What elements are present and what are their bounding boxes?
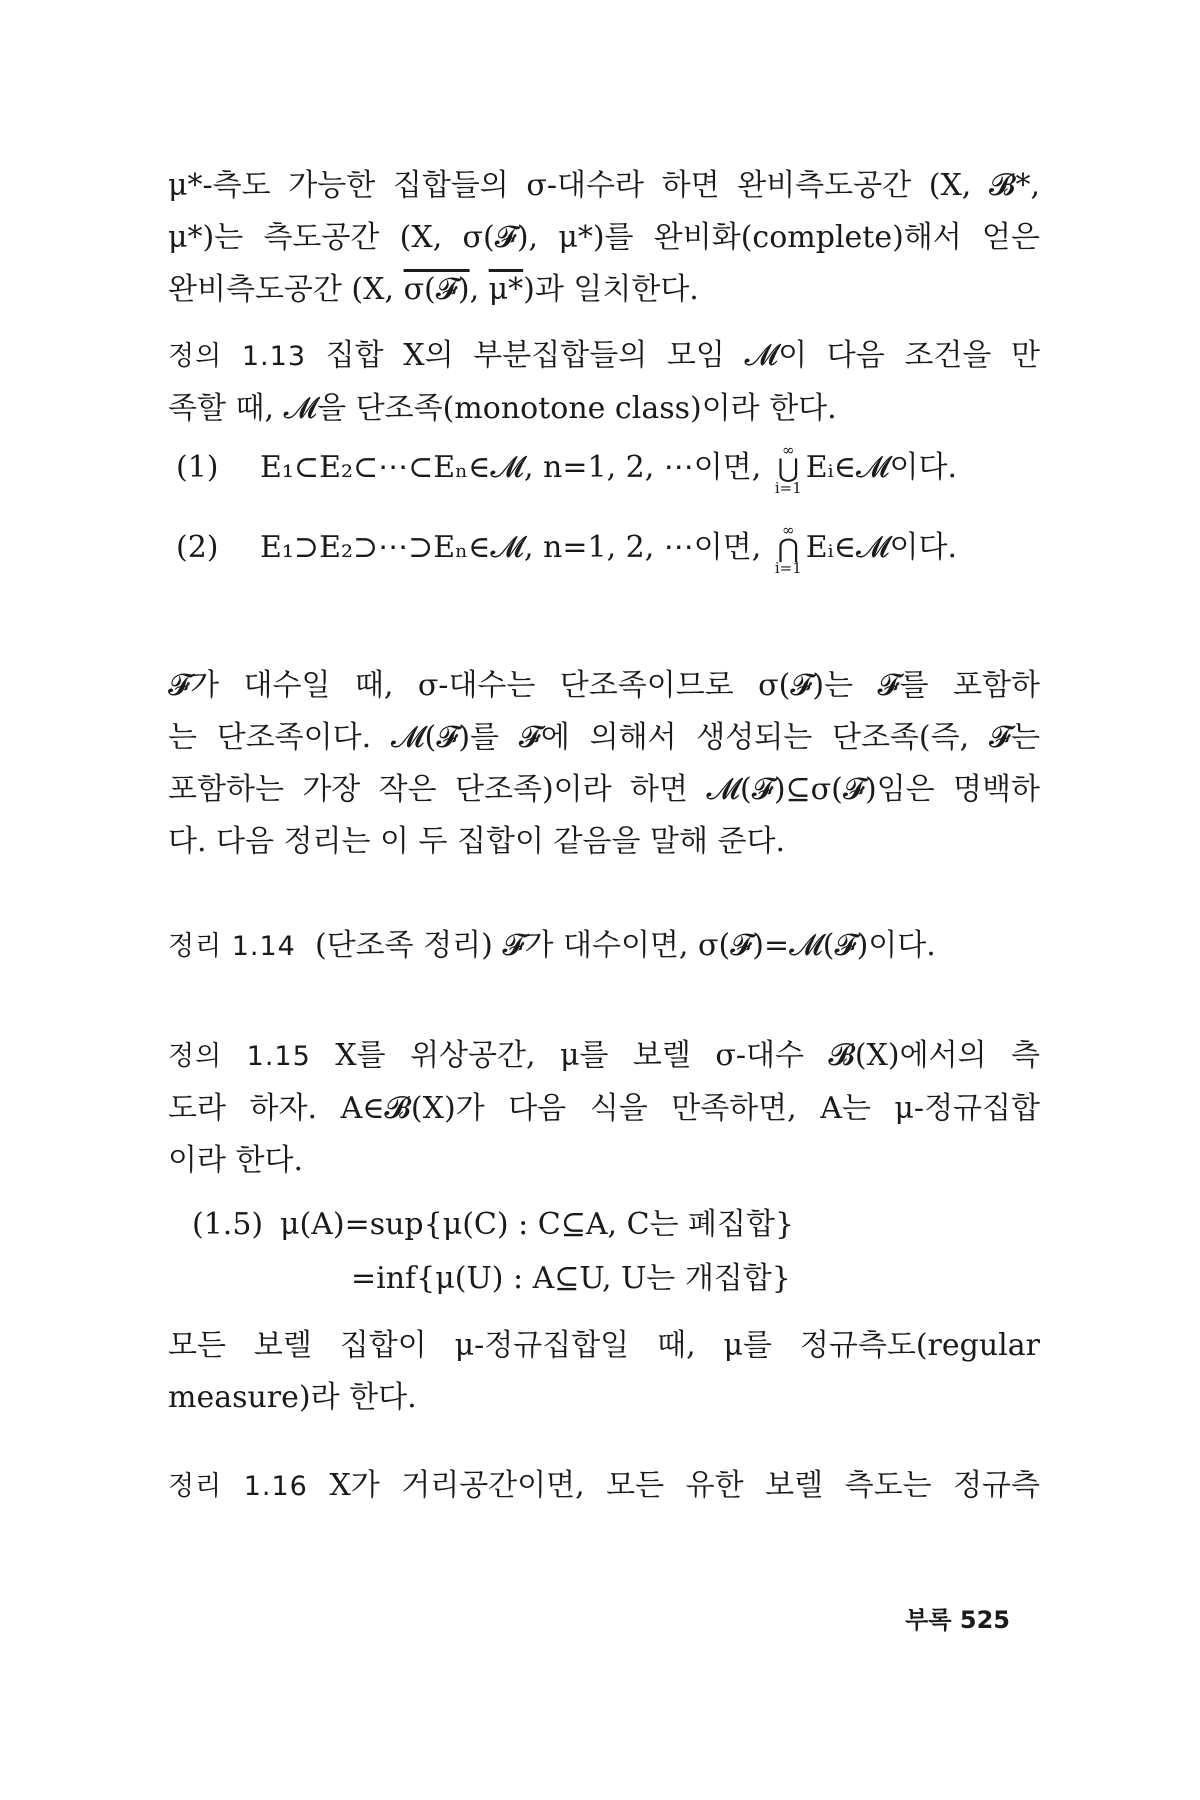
equation-1-5-sup: μ(A)=sup{μ(C) : C⊆A, C는 폐집합} <box>280 1207 795 1242</box>
def-1-13-text-1: 집합 X의 부분집합들의 모임 𝓜이 다음 조건을 만 <box>325 338 1040 373</box>
equation-1-5-line-1 <box>192 1200 794 1250</box>
thm-1-16-heading: 정리 1.16 <box>168 1471 308 1502</box>
thm-1-14-text: (단조족 정리) 𝓕가 대수이면, σ(𝓕)=𝓜(𝓕)이다. <box>314 928 936 963</box>
intro-line-3-post: )과 일치한다. <box>523 272 699 307</box>
page-number: 부록 525 <box>905 1606 1010 1634</box>
condition-2 <box>176 520 1048 576</box>
intro-line-2: μ*)는 측도공간 (X, σ(𝓕), μ*)를 완비화(complete)해서 얻은 <box>168 220 1040 255</box>
intro-line-1: μ*-측도 가능한 집합들의 σ-대수라 하면 완비측도공간 (X, 𝓑*, <box>168 168 1040 203</box>
thm-1-14-heading: 정리 1.14 <box>168 931 296 962</box>
union-operator <box>775 442 802 496</box>
condition-2-conclusion: Eᵢ∈𝓜이다. <box>805 530 958 565</box>
def-1-15-text-1: X를 위상공간, μ를 보렐 σ-대수 𝓑(X)에서의 측 <box>335 1038 1040 1073</box>
condition-1-premise: E₁⊂E₂⊂⋯⊂Eₙ∈𝓜, n=1, 2, ⋯이면, <box>260 450 762 485</box>
def-1-15-line-3: 이라 한다. <box>168 1143 303 1178</box>
condition-1 <box>176 440 1048 496</box>
para3-line-2: measure)라 한다. <box>168 1380 417 1415</box>
equation-1-5-line-2 <box>351 1254 791 1304</box>
def-1-15-line-1 <box>168 1030 1040 1083</box>
condition-2-label: (2) <box>176 530 219 565</box>
theorem-1-16 <box>168 1460 1040 1513</box>
def-1-15-line-2: 도라 하자. A∈𝓑(X)가 다음 식을 만족하면, A는 μ-정규집합 <box>168 1091 1040 1126</box>
intro-line-3 <box>168 264 1040 316</box>
definition-1-13 <box>168 330 1040 435</box>
def-1-13-line-2: 족할 때, 𝓜을 단조족(monotone class)이라 한다. <box>168 391 837 426</box>
def-1-13-line-1 <box>168 330 1040 383</box>
union-lower-limit: i=1 <box>774 479 802 497</box>
intro-line-3-mid: , <box>469 272 489 307</box>
equation-1-5-inf: =inf{μ(U) : A⊆U, U는 개집합} <box>351 1261 791 1296</box>
intro-line-3-pre: 완비측도공간 (X, <box>168 272 404 307</box>
regular-measure-paragraph <box>168 1320 1040 1424</box>
sigma-f-overline: σ(𝓕) <box>403 272 470 307</box>
intersection-upper-limit: ∞ <box>782 521 795 539</box>
para3-line-1: 모든 보렐 집합이 μ-정규집합일 때, μ를 정규측도(regular <box>168 1328 1040 1363</box>
mu-star-overline: μ* <box>488 272 524 307</box>
condition-2-premise: E₁⊃E₂⊃⋯⊃Eₙ∈𝓜, n=1, 2, ⋯이면, <box>260 530 762 565</box>
para2-line-2: 는 단조족이다. 𝓜(𝓕)를 𝓕에 의해서 생성되는 단조족(즉, 𝓕는 <box>168 720 1040 755</box>
thm-1-14-line <box>168 920 1040 973</box>
intersection-operator <box>775 522 802 576</box>
union-symbol: ⋃ <box>777 454 799 484</box>
condition-1-conclusion: Eᵢ∈𝓜이다. <box>805 450 958 485</box>
def-1-13-heading: 정의 1.13 <box>168 341 306 372</box>
para2-line-4: 다. 다음 정리는 이 두 집합이 같음을 말해 준다. <box>168 824 786 859</box>
intersection-lower-limit: i=1 <box>774 559 802 577</box>
definition-1-15 <box>168 1030 1040 1187</box>
para2-line-3: 포함하는 가장 작은 단조족)이라 하면 𝓜(𝓕)⊆σ(𝓕)임은 명백하 <box>168 772 1040 807</box>
para2-line-1: 𝓕가 대수일 때, σ-대수는 단조족이므로 σ(𝓕)는 𝓕를 포함하 <box>168 668 1040 703</box>
thm-1-16-text: X가 거리공간이면, 모든 유한 보렐 측도는 정규측 <box>329 1468 1041 1503</box>
intro-paragraph <box>168 160 1040 316</box>
equation-1-5-label: (1.5) <box>192 1207 264 1242</box>
theorem-1-14 <box>168 920 1040 973</box>
intersection-symbol: ⋂ <box>777 534 799 564</box>
union-upper-limit: ∞ <box>782 441 795 459</box>
condition-1-label: (1) <box>176 450 219 485</box>
thm-1-16-line <box>168 1460 1040 1513</box>
monotone-class-paragraph <box>168 660 1040 868</box>
def-1-15-heading: 정의 1.15 <box>168 1041 311 1072</box>
